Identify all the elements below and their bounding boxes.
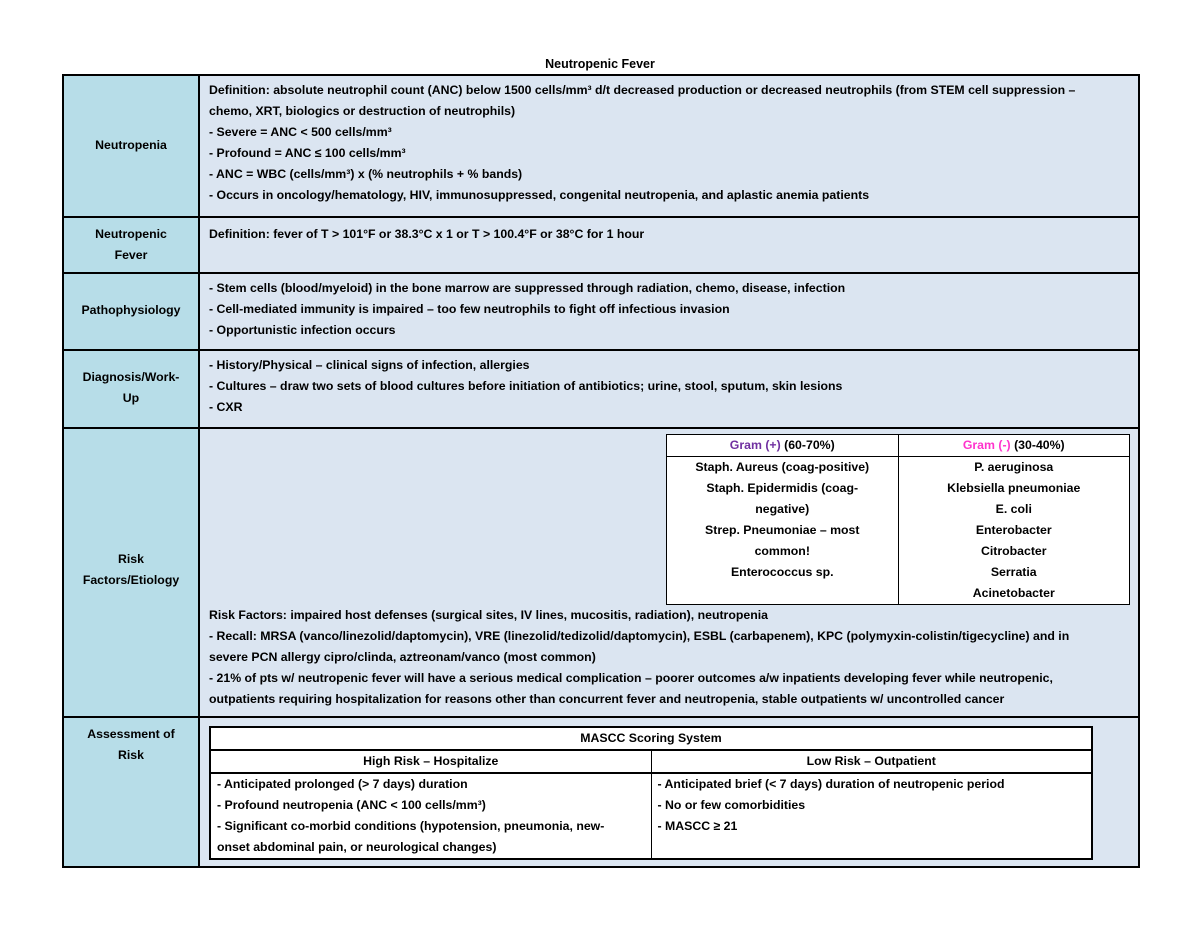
gram-negative-list [898, 457, 1130, 605]
high-risk-list [210, 773, 651, 859]
gram-table [666, 434, 1130, 605]
mascc-table [209, 726, 1093, 860]
row-pathophysiology [63, 273, 1139, 350]
label-assessment: Assessment of Risk [63, 717, 199, 867]
list-item: Staph. Aureus (coag-positive) [695, 460, 870, 474]
text-line: - Profound = ANC ≤ 100 cells/mm³ [209, 146, 406, 160]
list-item: onset abdominal pain, or neurological changes) [217, 840, 497, 854]
list-item: Acinetobacter [972, 586, 1055, 600]
list-item: - Profound neutropenia (ANC < 100 cells/mm³) [217, 798, 486, 812]
text-line: severe PCN allergy cipro/clinda, aztreonam/vanco (most common) [209, 650, 596, 664]
list-item: - MASCC ≥ 21 [657, 819, 738, 833]
content-pathophysiology [199, 273, 1139, 350]
list-item: Enterobacter [975, 523, 1052, 537]
list-item: - Anticipated prolonged (> 7 days) duration [217, 777, 468, 791]
low-risk-header: Low Risk – Outpatient [651, 750, 1092, 773]
mascc-title: MASCC Scoring System [210, 727, 1092, 750]
list-item: - No or few comorbidities [657, 798, 806, 812]
text-line: - ANC = WBC (cells/mm³) x (% neutrophils + % bands) [209, 167, 523, 181]
row-diagnosis [63, 350, 1139, 428]
text-line: - Recall: MRSA (vanco/linezolid/daptomycin), VRE (linezolid/tedizolid/daptomycin), ESBL (carbapenem), KPC (polymyxin-colistin/tigecycline) and in [209, 629, 1070, 643]
list-item: negative) [755, 502, 810, 516]
list-item: Staph. Epidermidis (coag- [706, 481, 859, 495]
text-line: Definition: fever of T > 101°F or 38.3°C x 1 or T > 100.4°F or 38°C for 1 hour [209, 227, 645, 241]
gram-negative-header: Gram (-) (30-40%) [898, 435, 1130, 457]
text-line: - History/Physical – clinical signs of infection, allergies [209, 358, 530, 372]
list-item: - Anticipated brief (< 7 days) duration of neutropenic period [657, 777, 1005, 791]
label-risk-factors: Risk Factors/Etiology [63, 428, 199, 717]
row-risk-factors [63, 428, 1139, 717]
text-line: - 21% of pts w/ neutropenic fever will have a serious medical complication – poorer outcomes a/w inpatients developing fever while neutropenic, [209, 671, 1053, 685]
label-pathophysiology: Pathophysiology [63, 273, 199, 350]
text-line: - Severe = ANC < 500 cells/mm³ [209, 125, 392, 139]
list-item: - Significant co-morbid conditions (hypotension, pneumonia, new- [217, 819, 605, 833]
content-neutropenic-fever [199, 217, 1139, 273]
list-item: Klebsiella pneumoniae [947, 481, 1081, 495]
content-diagnosis [199, 350, 1139, 428]
text-line: Risk Factors: impaired host defenses (surgical sites, IV lines, mucositis, radiation), neutropenia [209, 608, 768, 622]
row-neutropenia [63, 75, 1139, 217]
text-line: Definition: absolute neutrophil count (ANC) below 1500 cells/mm³ d/t decreased production or decreased neutrophils (from STEM cell suppression – [209, 83, 1076, 97]
list-item: common! [754, 544, 810, 558]
text-line: - Cultures – draw two sets of blood cultures before initiation of antibiotics; urine, stool, sputum, skin lesions [209, 379, 843, 393]
row-neutropenic-fever [63, 217, 1139, 273]
text-line: chemo, XRT, biologics or destruction of neutrophils) [209, 104, 516, 118]
list-item: Strep. Pneumoniae – most [705, 523, 860, 537]
label-neutropenia: Neutropenia [63, 75, 199, 217]
text-line: - Opportunistic infection occurs [209, 323, 396, 337]
list-item: Enterococcus sp. [730, 565, 834, 579]
list-item: E. coli [995, 502, 1032, 516]
text-line: outpatients requiring hospitalization for reasons other than concurrent fever and neutropenia, stable outpatients w/ uncontrolled cancer [209, 692, 1005, 706]
text-line: - Stem cells (blood/myeloid) in the bone marrow are suppressed through radiation, chemo, disease, infection [209, 281, 846, 295]
list-item: Citrobacter [980, 544, 1047, 558]
label-neutropenic-fever: Neutropenic Fever [63, 217, 199, 273]
content-neutropenia [199, 75, 1139, 217]
neutropenic-fever-table [62, 74, 1140, 868]
page-title: Neutropenic Fever [545, 57, 655, 71]
high-risk-header: High Risk – Hospitalize [210, 750, 651, 773]
gram-positive-list [667, 457, 899, 605]
gram-positive-header: Gram (+) (60-70%) [667, 435, 899, 457]
text-line: - Occurs in oncology/hematology, HIV, immunosuppressed, congenital neutropenia, and aplastic anemia patients [209, 188, 870, 202]
list-item: P. aeruginosa [974, 460, 1054, 474]
content-assessment [199, 717, 1139, 867]
text-line: - CXR [209, 400, 243, 414]
low-risk-list [651, 773, 1092, 859]
label-diagnosis: Diagnosis/Work- Up [63, 350, 199, 428]
content-risk-factors [199, 428, 1139, 717]
list-item: Serratia [990, 565, 1037, 579]
row-assessment [63, 717, 1139, 867]
text-line: - Cell-mediated immunity is impaired – too few neutrophils to fight off infectious invasion [209, 302, 730, 316]
